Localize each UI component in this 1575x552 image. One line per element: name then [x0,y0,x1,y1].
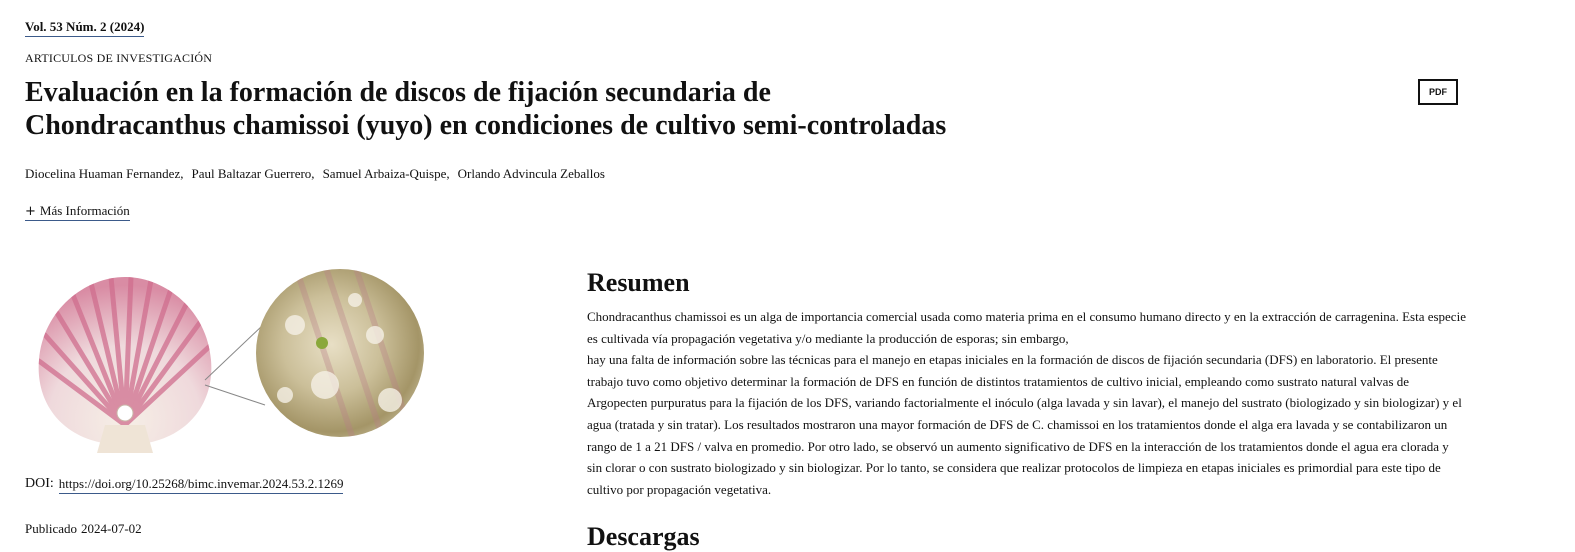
published-label: Publicado [25,521,77,536]
more-info-label: Más Información [39,203,130,218]
author-name: Samuel Arbaiza-Quispe, [322,166,450,181]
scallop-shell-graphic [39,277,212,453]
author-name: Paul Baltazar Guerrero, [191,166,315,181]
doi-line [25,476,343,494]
page-title [25,76,1025,142]
abstract-paragraph-1: Chondracanthus chamissoi es un alga de importancia comercial usada como materia prima en el consumo humano directo y en la extracción de carragenina. Esta especie es cultivada vía propagación vegetativa y/o mediante la producción de esporas; sin embargo, [587,309,1466,346]
cover-image [25,265,435,465]
more-info-link[interactable] [25,203,130,221]
downloads-heading: Descargas [587,522,700,551]
author-list [25,166,605,182]
title-line-1: Evaluación en la formación de discos de fijación secundaria de [25,77,771,108]
pdf-download-button[interactable]: PDF [1418,79,1458,105]
abstract-text [587,306,1467,500]
title-line-2: Chondracanthus chamissoi (yuyo) en condiciones de cultivo semi-controladas [25,110,947,141]
doi-link[interactable]: https://doi.org/10.25268/bimc.invemar.2024.53.2.1269 [59,476,344,494]
published-line [25,521,142,537]
section-label: ARTICULOS DE INVESTIGACIÓN [25,51,213,65]
published-date: 2024-07-02 [81,521,142,536]
plus-icon: + [25,203,36,219]
doi-label: DOI: [25,476,54,491]
abstract-heading: Resumen [587,268,690,297]
author-name: Diocelina Huaman Fernandez, [25,166,184,181]
zoom-connector-lines [205,325,265,405]
abstract-paragraph-2: hay una falta de información sobre las técnicas para el manejo en etapas iniciales en la formación de discos de fijación secundaria (DFS) en laboratorio. El presente trabajo tuvo como objetivo determinar la formación de DFS en función de distintos tratamientos de cultivo inicial, empleando como sustrato natural valvas de Argopecten purpuratus para la fijación de los DFS, variando factorialmente el inóculo (alga lavada y sin lavar), el manejo del sustrato (biologizado y sin biologizar) y el agua (tratada y sin tratar). Los resultados mostraron una mayor formación de DFS de C. chamissoi en los tratamientos donde el alga era lavada y se contabilizaron un rango de 1 a 21 DFS / valva en promedio. Por otro lado, se observó un aumento significativo de DFS en la interacción de los tratamientos donde el agua era clorada y sin clorar o con sustrato biologizado y sin biologizar. Por lo tanto, se considera que realizar protocolos de limpieza en etapas iniciales es primordial para este tipo de cultivo por propagación vegetativa. [587,352,1462,497]
author-name: Orlando Advincula Zeballos [457,166,605,181]
issue-link[interactable]: Vol. 53 Núm. 2 (2024) [25,19,144,37]
zoomed-texture-circle [256,265,424,445]
